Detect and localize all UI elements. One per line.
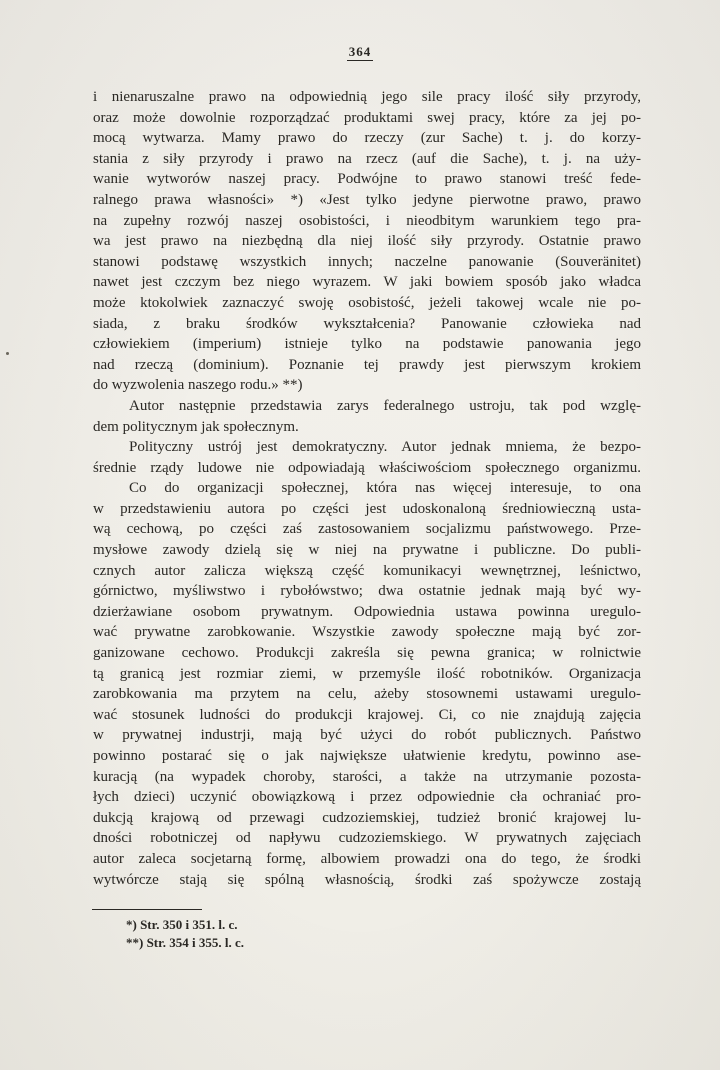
text-line: mocą wytwarza. Mamy prawo do rzeczy (zur Sache) t. j. do korzy- xyxy=(93,130,641,147)
text-line: w przedstawieniu autora po części jest udoskonaloną średniowieczną usta- xyxy=(93,500,641,517)
text-line: Polityczny ustrój jest demokratyczny. Autor jednak mniema, że bezpo- xyxy=(129,439,641,456)
text-line: do wyzwolenia naszego rodu.» **) xyxy=(93,377,303,394)
text-line: stanowi podstawę wszystkich innych; naczelne panowanie (Souveränitet) xyxy=(93,253,641,270)
text-line: wanie wytworów naszej pracy. Podwójne to prawo stanowi treść fede- xyxy=(93,171,641,188)
text-line: nawet jest czczym bez niego wyrazem. W jaki bowiem sposób jako władca xyxy=(93,274,641,291)
text-line: Autor następnie przedstawia zarys federalnego ustroju, tak pod wzglę- xyxy=(129,397,641,414)
text-line: ralnego prawa własności» *) «Jest tylko jedyne pierwotne prawo, prawo xyxy=(93,191,641,208)
text-line: tą granicą jest rozmiar ziemi, w przemyśle ilość robotników. Organizacja xyxy=(93,665,641,682)
text-line: mysłowe zawody dzielą się w niej na prywatne i publiczne. Do publi- xyxy=(93,542,641,559)
text-line: wać stosunek ludności do produkcji krajowej. Ci, co nie znajdują zajęcia xyxy=(93,706,641,723)
text-line: wa jest prawo na niezbędną dla niej ilość siły przyrody. Ostatnie prawo xyxy=(93,233,641,250)
text-line: kuracją (na wypadek choroby, starości, a także na utrzymanie pozosta- xyxy=(93,768,641,785)
text-line: cznych autor zalicza większą część komunikacyi wewnętrznej, leśnictwo, xyxy=(93,562,641,579)
text-line: Co do organizacji społecznej, która nas więcej interesuje, to ona xyxy=(129,480,641,497)
text-line: na zupełny rozwój naszej osobistości, i nieodbitym warunkiem tego pra- xyxy=(93,212,641,229)
text-line: siada, z braku środków wykształcenia? Panowanie człowieka nad xyxy=(93,315,641,332)
text-line: średnie rządy ludowe nie odpowiadają właściwościom społecznego organizmu. xyxy=(93,459,641,476)
text-line: w prywatnej industrji, mają być użyci do robót publicznych. Państwo xyxy=(93,727,641,744)
text-line: wytwórcze stają się spólną własnością, środki zaś spożywcze zostają xyxy=(93,871,641,888)
text-line: zarobkowania ma przytem na celu, ażeby stosownemi ustawami uregulo- xyxy=(93,686,641,703)
text-line: może ktokolwiek zaznaczyć swoję osobistość, jeżeli takowej wcale nie po- xyxy=(93,294,641,311)
text-line: oraz może dowolnie rozporządzać produktami swej pracy, które za jej po- xyxy=(93,109,641,126)
footnote: **) Str. 354 i 355. l. c. xyxy=(126,935,244,950)
margin-speck xyxy=(6,352,9,355)
text-line: dem politycznym jak społecznym. xyxy=(93,418,299,435)
text-line: górnictwo, myśliwstwo i rybołówstwo; dwa ostatnie jednak mają być wy- xyxy=(93,583,641,600)
page-number: 364 xyxy=(348,44,372,59)
footnotes xyxy=(126,916,244,952)
footnote: *) Str. 350 i 351. l. c. xyxy=(126,917,238,932)
body-text xyxy=(93,87,641,890)
text-line: powinno postarać się o jak największe ułatwienie kredytu, powinno ase- xyxy=(93,748,641,764)
text-line: wać prywatne zarobkowanie. Wszystkie zawody społeczne mają być zor- xyxy=(93,624,641,641)
text-line: dności robotniczej od napływu cudzoziemskiego. W prywatnych zajęciach xyxy=(93,830,641,847)
text-line: dukcją krajową od przewagi cudzoziemskiej, tudzież bronić krajowej lu- xyxy=(93,809,641,826)
text-line: ganizowane cechowo. Produkcji zakreśla się pewna granica; w rolnictwie xyxy=(93,645,641,662)
text-line: stania z siły przyrody i prawo na rzecz (auf die Sache), t. j. na uży- xyxy=(93,150,641,167)
footnote-rule xyxy=(92,909,202,910)
text-line: łych dzieci) uczynić obowiązkową i przez odpowiednie cła ochraniać pro- xyxy=(93,789,641,806)
text-line: dzierżawiane osobom prywatnym. Odpowiednia ustawa powinna uregulo- xyxy=(93,603,641,620)
text-line: autor zaleca socjetarną formę, albowiem prowadzi ona do tego, że środki xyxy=(93,850,641,867)
text-line: człowiekiem (imperium) istnieje tylko na podstawie panowania jego xyxy=(93,336,641,353)
text-line: i nienaruszalne prawo na odpowiednią jego sile pracy ilość siły przyrody, xyxy=(93,89,641,105)
text-line: nad rzeczą (dominium). Poznanie tej prawdy jest pierwszym krokiem xyxy=(93,356,641,373)
text-line: wą cechową, po części zaś zastosowaniem socjalizmu państwowego. Prze- xyxy=(93,521,641,538)
